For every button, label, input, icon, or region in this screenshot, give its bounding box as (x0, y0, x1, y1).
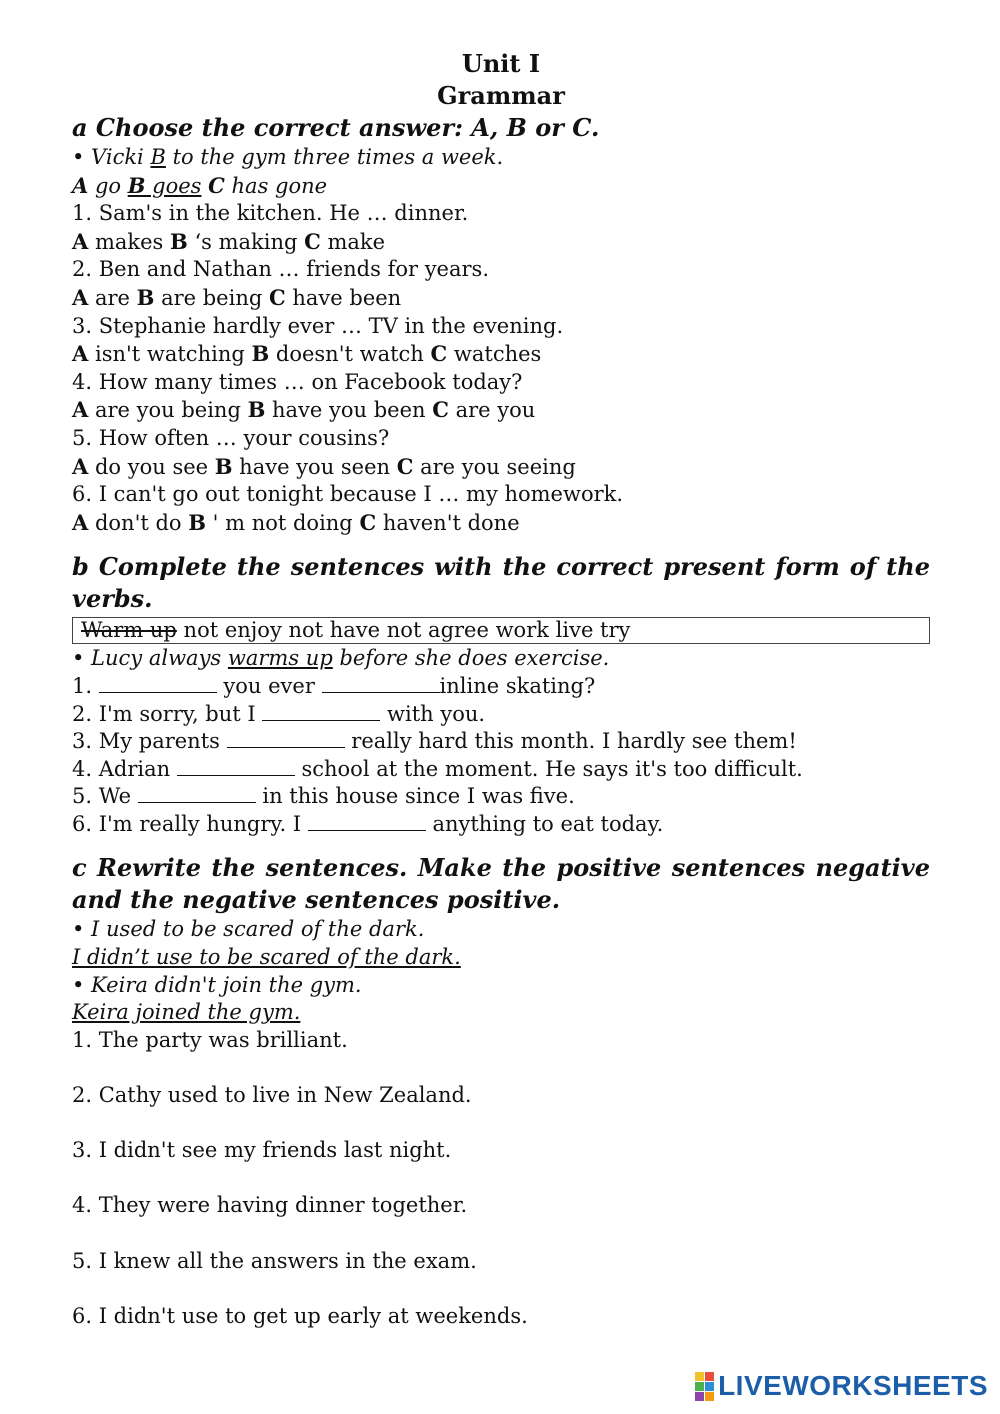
question-options (72, 396, 930, 425)
section-a-example (72, 144, 930, 172)
question: 4. How many times … on Facebook today? (72, 369, 523, 394)
logo-square (695, 1382, 704, 1391)
section-a-heading: a Choose the correct answer: A, B or C. (72, 113, 600, 142)
option-c[interactable]: have been (285, 285, 402, 310)
word-box (72, 617, 930, 644)
option-letter: B (136, 284, 155, 310)
struck-word: Warm up (81, 618, 177, 643)
option-c[interactable]: are you seeing (413, 454, 576, 479)
option-b[interactable]: are being (154, 285, 269, 310)
option-letter: A (72, 341, 89, 367)
question: 5. How often … your cousins? (72, 425, 390, 450)
gap-sentence (72, 783, 930, 811)
question: 6. I can't go out tonight because I … my homework. (72, 482, 624, 507)
option-letter: C (359, 509, 377, 535)
rewrite-item: 6. I didn't use to get up early at weekends. (72, 1303, 528, 1328)
rewrite-item: 2. Cathy used to live in New Zealand. (72, 1083, 472, 1108)
question-options (72, 509, 930, 538)
gap-sentence (72, 673, 930, 701)
answer-gap[interactable] (262, 702, 380, 721)
option-a[interactable]: are (88, 285, 137, 310)
unit-title: Unit I (461, 49, 541, 78)
answer-gap[interactable] (322, 674, 440, 693)
option-b[interactable]: have you seen (232, 454, 397, 479)
sentence-text: anything to eat today. (425, 811, 664, 836)
gap-sentence (72, 701, 930, 729)
option-c[interactable]: make (320, 229, 386, 254)
option-b[interactable]: have you been (265, 398, 433, 423)
question-options (72, 340, 930, 369)
option-letter: B (247, 397, 266, 423)
example-answer: Keira joined the gym. (72, 1000, 301, 1025)
option-letter: B (251, 341, 270, 367)
rewrite-item: 3. I didn't see my friends last night. (72, 1138, 452, 1163)
answer-gap[interactable] (308, 812, 426, 831)
option-text: has gone (224, 173, 328, 198)
option-b[interactable]: doesn't watch (269, 342, 431, 367)
question: 2. Ben and Nathan … friends for years. (72, 257, 489, 282)
option-b[interactable]: ' m not doing (205, 510, 360, 535)
example-prompt: • I used to be scared of the dark. (72, 917, 425, 942)
example-answer: warms up (227, 646, 333, 671)
section-b-example (72, 645, 930, 673)
option-text: goes (145, 173, 202, 198)
question-options (72, 284, 930, 313)
logo-square (695, 1372, 704, 1381)
gap-sentence (72, 811, 930, 839)
logo-square (705, 1392, 714, 1401)
section-c-heading: c Rewrite the sentences. Make the positive sentences negative and the negative sentences positive. (72, 853, 930, 915)
option-c[interactable]: watches (447, 342, 542, 367)
example-blank: B (150, 145, 166, 169)
sentence-text: school at the moment. He says it's too difficult. (294, 756, 803, 781)
option-text: go (88, 173, 128, 198)
option-letter: C (304, 228, 321, 254)
sentence-text: 1. (72, 673, 99, 698)
sentence-text: in this house since I was five. (255, 784, 575, 809)
answer-gap[interactable] (99, 674, 217, 693)
question: 3. Stephanie hardly ever … TV in the evening. (72, 313, 564, 338)
option-a[interactable]: makes (88, 229, 171, 254)
question-options (72, 228, 930, 257)
sentence-text: 6. I'm really hungry. I (72, 811, 308, 836)
section-a (72, 112, 930, 537)
word-list: not enjoy not have not agree work live try (176, 618, 631, 643)
sentence-text: you ever (216, 673, 322, 698)
answer-gap[interactable] (177, 757, 295, 776)
option-letter: C (432, 397, 449, 423)
option-c[interactable]: are you (448, 398, 536, 423)
section-a-example-options (72, 172, 930, 201)
option-a[interactable]: don't do (88, 510, 189, 535)
option-letter: C (208, 172, 225, 198)
answer-gap[interactable] (138, 784, 256, 803)
option-letter: A (72, 453, 89, 479)
section-b (72, 551, 930, 838)
option-letter: C (268, 284, 286, 310)
section-c (72, 852, 930, 1330)
example-prompt: • Keira didn't join the gym. (72, 972, 362, 997)
option-letter: A (72, 397, 89, 423)
option-letter: A (72, 172, 89, 198)
rewrite-item: 5. I knew all the answers in the exam. (72, 1248, 477, 1273)
option-letter: C (396, 453, 414, 479)
worksheet (72, 48, 930, 1358)
option-letter: B (188, 509, 206, 535)
logo-square (705, 1382, 714, 1391)
grammar-subtitle: Grammar (437, 81, 565, 110)
option-a[interactable]: do you see (88, 454, 215, 479)
option-letter: B (170, 228, 188, 254)
option-letter: A (72, 509, 89, 535)
rewrite-item: 4. They were having dinner together. (72, 1193, 468, 1218)
example-answer: I didn’t use to be scared of the dark. (72, 945, 461, 970)
option-letter: B (214, 453, 233, 479)
example-text: to the gym three times a week. (165, 145, 504, 169)
answer-gap[interactable] (227, 729, 345, 748)
option-a[interactable]: isn't watching (88, 342, 252, 367)
question-options (72, 453, 930, 482)
liveworksheets-logo-icon (695, 1372, 714, 1401)
logo-text: LIVEWORKSHEETS (718, 1370, 988, 1401)
gap-sentence (72, 756, 930, 784)
liveworksheets-logo[interactable] (695, 1370, 988, 1402)
option-letter: A (72, 228, 89, 254)
sentence-text: 5. We (72, 784, 138, 809)
example-text: • Lucy always (72, 646, 228, 671)
question: 1. Sam's in the kitchen. He … dinner. (72, 201, 469, 226)
option-letter: B (127, 172, 146, 198)
sentence-text: 3. My parents (72, 729, 227, 754)
option-c[interactable]: haven't done (376, 510, 520, 535)
example-text: before she does exercise. (332, 646, 610, 671)
gap-sentence (72, 728, 930, 756)
section-b-heading: b Complete the sentences with the correct present form of the verbs. (72, 552, 930, 614)
option-letter: A (72, 284, 89, 310)
logo-square (695, 1392, 704, 1401)
sentence-text: with you. (380, 701, 486, 726)
option-a[interactable]: are you being (88, 398, 248, 423)
option-letter: C (430, 341, 448, 367)
logo-square (705, 1372, 714, 1381)
sentence-text: inline skating? (439, 673, 596, 698)
rewrite-item: 1. The party was brilliant. (72, 1027, 348, 1052)
sentence-text: 2. I'm sorry, but I (72, 701, 263, 726)
option-b[interactable]: ‘s making (187, 229, 305, 254)
sentence-text: really hard this month. I hardly see them! (344, 729, 797, 754)
example-text: • Vicki (72, 145, 151, 169)
sentence-text: 4. Adrian (72, 756, 177, 781)
